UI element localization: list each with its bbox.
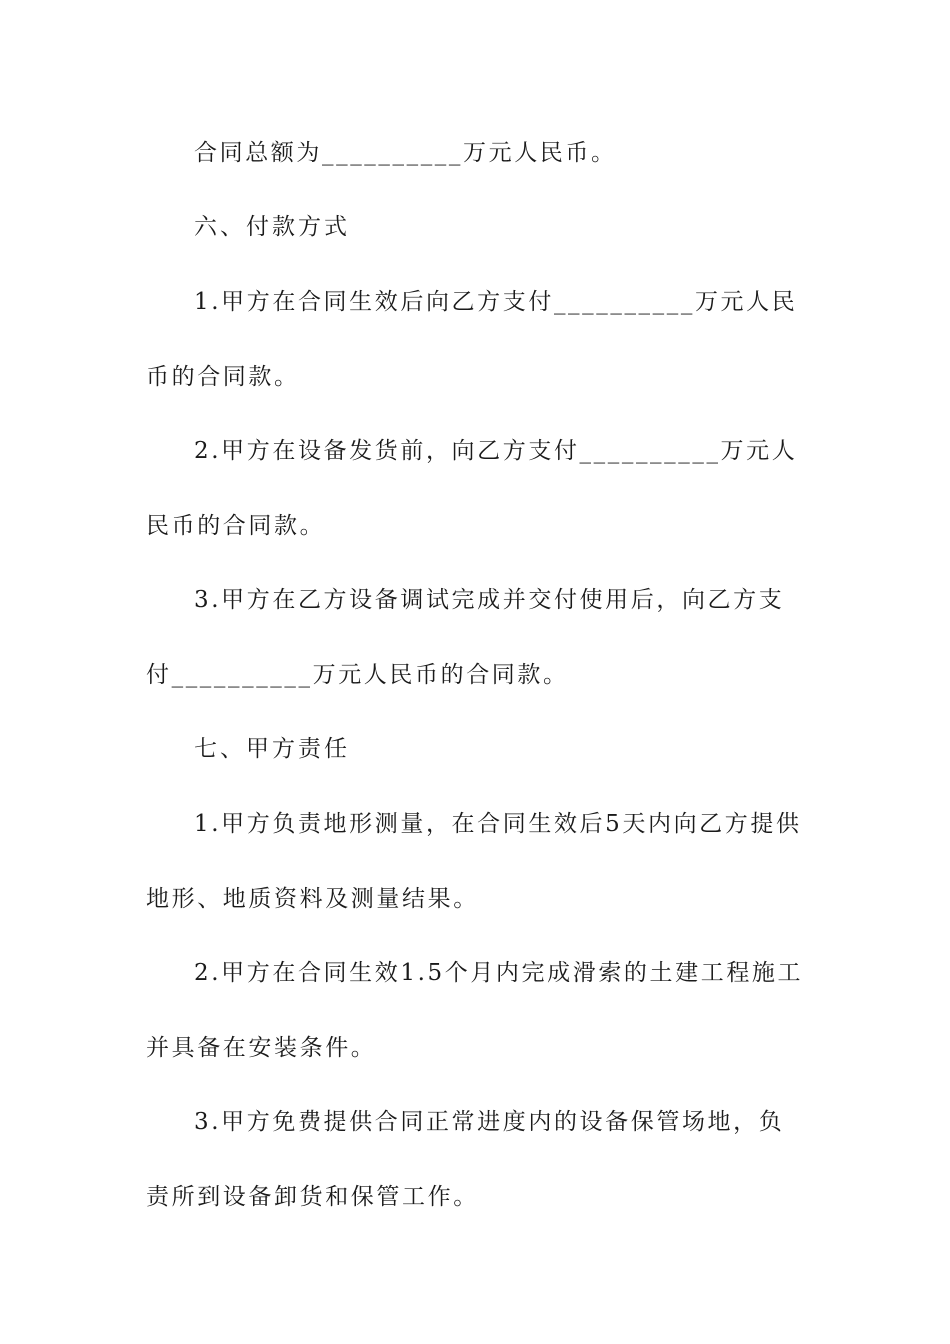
- payment-clause-2: 2.甲方在设备发货前，向乙方支付__________万元人民币的合同款。: [146, 438, 798, 539]
- contract-total-paragraph: 合同总额为__________万元人民币。: [194, 140, 617, 166]
- section-heading-payment-method: 六、付款方式: [194, 214, 350, 240]
- duty-clause-2: 2.甲方在合同生效1.5个月内完成滑索的土建工程施工并具备在安装条件。: [146, 960, 804, 1061]
- payment-clause-1: 1.甲方在合同生效后向乙方支付__________万元人民币的合同款。: [146, 289, 798, 390]
- payment-clause-3: 3.甲方在乙方设备调试完成并交付使用后，向乙方支付__________万元人民币的合同款。: [146, 587, 785, 688]
- duty-clause-1: 1.甲方负责地形测量，在合同生效后5天内向乙方提供地形、地质资料及测量结果。: [146, 811, 802, 912]
- section-heading-party-a-duties: 七、甲方责任: [194, 736, 350, 762]
- duty-clause-3: 3.甲方免费提供合同正常进度内的设备保管场地，负责所到设备卸货和保管工作。: [146, 1109, 785, 1210]
